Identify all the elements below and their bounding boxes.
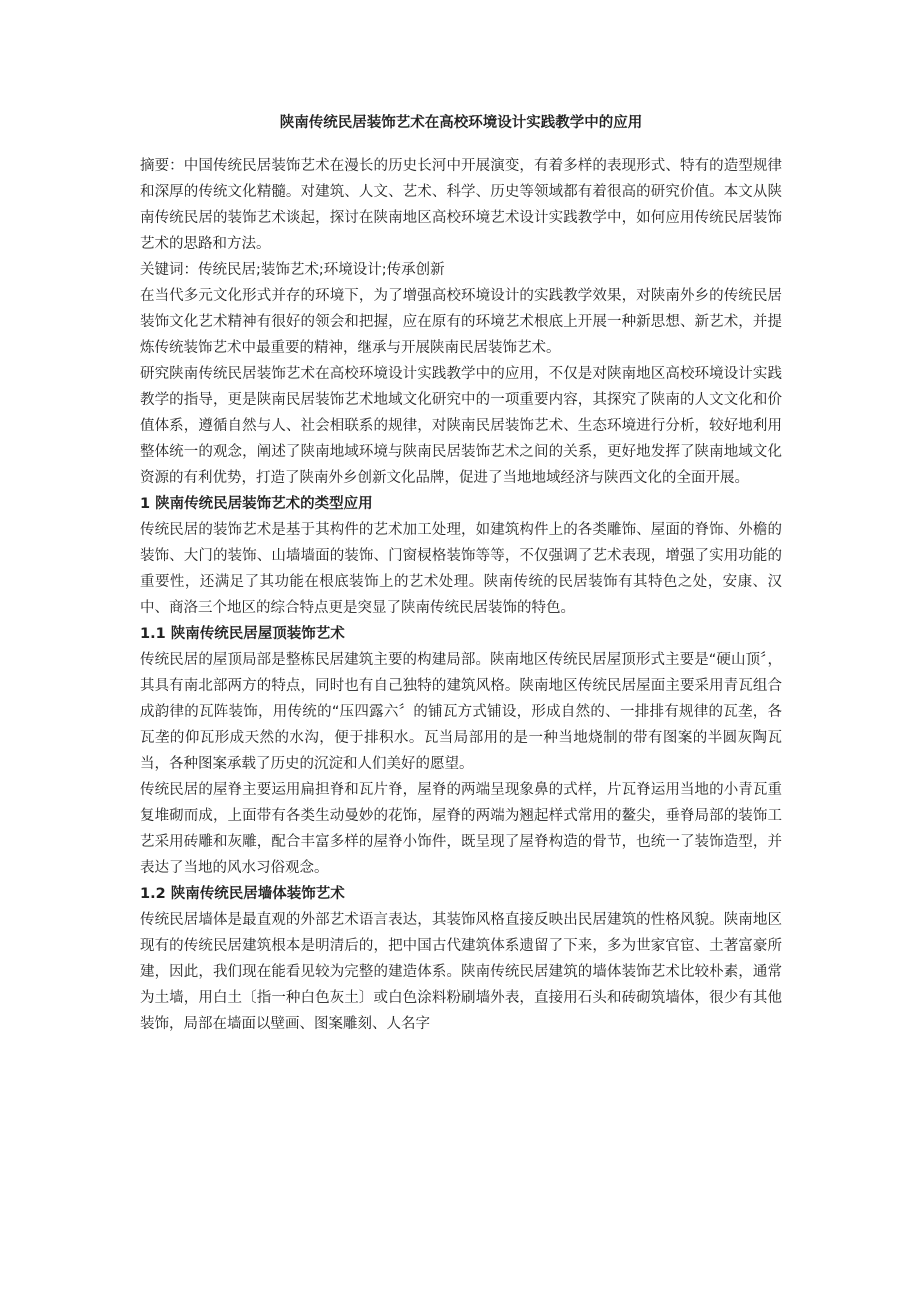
section-1-1-heading: 1.1 陕南传统民居屋顶装饰艺术 [140,626,345,642]
section-1-heading: 1 陕南传统民居装饰艺术的类型应用 [140,496,373,512]
document-title: 陕南传统民居装饰艺术在高校环境设计实践教学中的应用 [279,115,643,131]
abstract-paragraph: 摘要：中国传统民居装饰艺术在漫长的历史长河中开展演变，有着多样的表现形式、特有的造型规律和深厚的传统文化精髓。对建筑、人文、艺术、科学、历史等领域都有着很高的研究价值。本文从陕南传统民居的装饰艺术谈起，探讨在陕南地区高校环境艺术设计实践教学中，如何应用传统民居装饰艺术的思路和方法。 [140,158,782,252]
section-1-1-paragraph-2: 传统民居的屋脊主要运用扁担脊和瓦片脊，屋脊的两端呈现象鼻的式样，片瓦脊运用当地的小青瓦重复堆砌而成，上面带有各类生动曼妙的花饰，屋脊的两端为翘起样式常用的鳌尖，垂脊局部的装饰工艺采用砖雕和灰雕，配合丰富多样的屋脊小饰件，既呈现了屋脊构造的骨节，也统一了装饰造型，并表达了当地的风水习俗观念。 [140,782,782,876]
section-1-2-paragraph-1: 传统民居墙体是最直观的外部艺术语言表达，其装饰风格直接反映出民居建筑的性格风貌。陕南地区现有的传统民居建筑根本是明清后的，把中国古代建筑体系遗留了下来，多为世家官宦、土著富豪所建，因此，我们现在能看见较为完整的建造体系。陕南传统民居建筑的墙体装饰艺术比较朴素，通常为土墙，用白土〔指一种白色灰土〕或白色涂料粉刷墙外表，直接用石头和砖砌筑墙体，很少有其他装饰，局部在墙面以壁画、图案雕刻、人名字 [140,912,782,1032]
document-page [140,113,782,1037]
intro-paragraph-1: 在当代多元文化形式并存的环境下，为了增强高校环境设计的实践教学效果，对陕南外乡的传统民居装饰文化艺术精神有很好的领会和把握，应在原有的环境艺术根底上开展一种新思想、新艺术，并提炼传统装饰艺术中最重要的精神，继承与开展陕南民居装饰艺术。 [140,288,782,356]
keywords-line: 关键词：传统民居;装饰艺术;环境设计;传承创新 [140,262,445,278]
section-1-paragraph-1: 传统民居的装饰艺术是基于其构件的艺术加工处理，如建筑构件上的各类雕饰、屋面的脊饰、外檐的装饰、大门的装饰、山墙墙面的装饰、门窗棂格装饰等等，不仅强调了艺术表现，增强了实用功能的重要性，还满足了其功能在根底装饰上的艺术处理。陕南传统的民居装饰有其特色之处，安康、汉中、商洛三个地区的综合特点更是突显了陕南传统民居装饰的特色。 [140,522,782,616]
intro-paragraph-2: 研究陕南传统民居装饰艺术在高校环境设计实践教学中的应用，不仅是对陕南地区高校环境设计实践教学的指导，更是陕南民居装饰艺术地域文化研究中的一项重要内容，其探究了陕南的人文文化和价值体系，遵循自然与人、社会相联系的规律，对陕南民居装饰艺术、生态环境进行分析，较好地利用整体统一的观念，阐述了陕南地域环境与陕南民居装饰艺术之间的关系，更好地发挥了陕南地域文化资源的有利优势，打造了陕南外乡创新文化品牌，促进了当地地域经济与陕西文化的全面开展。 [140,366,782,486]
section-1-1-paragraph-1: 传统民居的屋顶局部是整栋民居建筑主要的构建局部。陕南地区传统民居屋顶形式主要是“硬山顶〞，其具有南北部两方的特点，同时也有自己独特的建筑风格。陕南地区传统民居屋面主要采用青瓦组合成韵律的瓦阵装饰，用传统的“压四露六〞的铺瓦方式铺设，形成自然的、一排排有规律的瓦垄，各瓦垄的仰瓦形成天然的水沟，便于排积水。瓦当局部用的是一种当地烧制的带有图案的半圆灰陶瓦当，各种图案承载了历史的沉淀和人们美好的愿望。 [140,652,782,772]
section-1-2-heading: 1.2 陕南传统民居墙体装饰艺术 [140,886,345,902]
